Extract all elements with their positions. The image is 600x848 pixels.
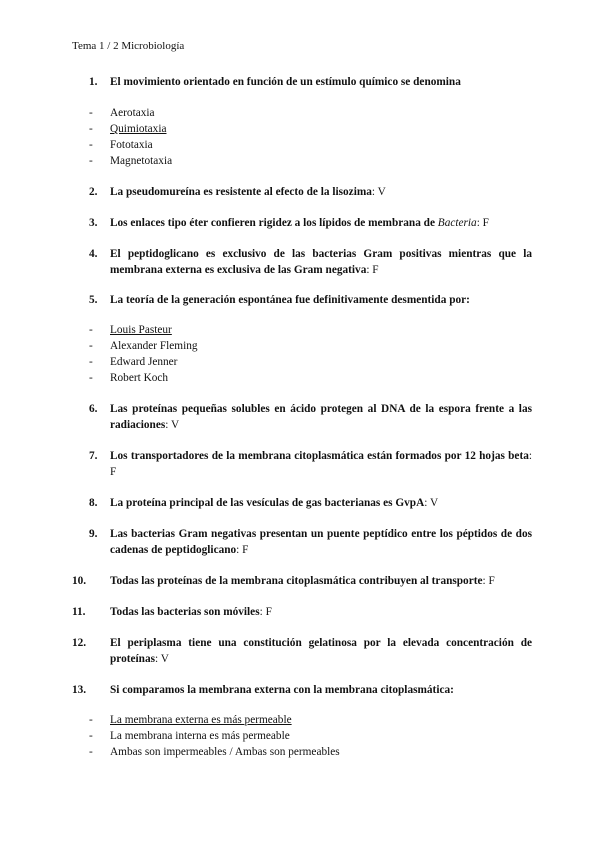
option-text: Alexander Fleming xyxy=(110,340,198,352)
option: - Ambas son impermeables / Ambas son permeables xyxy=(89,746,340,758)
option-text: Louis Pasteur xyxy=(110,324,172,336)
option: - Fototaxia xyxy=(89,139,153,151)
option-text: Magnetotaxia xyxy=(110,155,173,167)
question-text: El movimiento orientado en función de un estímulo químico se denomina xyxy=(110,76,461,88)
option-text: Fototaxia xyxy=(110,139,153,151)
answer: : F xyxy=(259,606,272,618)
question-text: La pseudomureína es resistente al efecto de la lisozima xyxy=(110,186,372,198)
question-number: 1. xyxy=(89,76,98,88)
question-3 xyxy=(72,215,532,231)
answer: : F xyxy=(482,575,495,587)
question-number: 13. xyxy=(72,684,87,696)
question-text-italic: Bacteria xyxy=(437,217,477,229)
question-9 xyxy=(72,526,532,558)
option-text: La membrana externa es más permeable xyxy=(110,714,292,726)
answer: : F xyxy=(110,450,532,478)
option: - Robert Koch xyxy=(89,372,169,384)
question-number: 10. xyxy=(72,575,87,587)
option-correct: - Quimiotaxia xyxy=(89,123,167,135)
option-correct: - Louis Pasteur xyxy=(89,324,172,336)
option-text: Edward Jenner xyxy=(110,356,178,368)
answer: : V xyxy=(154,653,169,665)
question-number: 4. xyxy=(89,248,98,260)
option: - Aerotaxia xyxy=(89,107,155,119)
option: - Magnetotaxia xyxy=(89,155,173,167)
question-text: El peptidoglicano es exclusivo de las bacterias Gram positivas mientras que la membrana externa es exclusiva de las Gram negativa xyxy=(110,248,532,276)
options-list-1 xyxy=(72,105,532,169)
question-text: La teoría de la generación espontánea fue definitivamente desmentida por: xyxy=(110,294,470,306)
question-1 xyxy=(72,74,532,90)
question-text: Las bacterias Gram negativas presentan un puente peptídico entre los péptidos de dos cadenas de peptidoglicano xyxy=(110,528,532,556)
question-5 xyxy=(72,292,532,308)
question-number: 3. xyxy=(89,217,98,229)
answer: : V xyxy=(371,186,386,198)
option-text: Quimiotaxia xyxy=(110,123,167,135)
question-text: La proteína principal de las vesículas de gas bacterianas es GvpA xyxy=(110,497,425,509)
question-number: 2. xyxy=(89,186,98,198)
option-text: Ambas son impermeables / Ambas son permeables xyxy=(110,746,340,758)
question-text: Los enlaces tipo éter confieren rigidez a los lípidos de membrana de xyxy=(110,217,438,229)
option-text: La membrana interna es más permeable xyxy=(110,730,290,742)
question-number: 8. xyxy=(89,497,98,509)
options-list-13 xyxy=(72,712,532,760)
question-list xyxy=(72,66,532,760)
question-number: 6. xyxy=(89,403,98,415)
question-12 xyxy=(72,635,532,667)
question-number: 7. xyxy=(89,450,98,462)
option-text: Robert Koch xyxy=(110,372,169,384)
options-list-5 xyxy=(72,322,532,386)
question-text: Todas las proteínas de la membrana citoplasmática contribuyen al transporte xyxy=(110,575,483,587)
question-number: 11. xyxy=(72,606,86,618)
answer: : V xyxy=(424,497,439,509)
option: - Alexander Fleming xyxy=(89,340,198,352)
question-11 xyxy=(72,604,532,620)
answer: : F xyxy=(236,544,249,556)
question-text: Todas las bacterias son móviles xyxy=(110,606,260,618)
question-4 xyxy=(72,246,532,278)
page-header: Tema 1 / 2 Microbiología xyxy=(72,40,185,52)
option-text: Aerotaxia xyxy=(110,107,155,119)
question-2 xyxy=(72,184,532,200)
question-10 xyxy=(72,573,532,589)
question-7 xyxy=(72,448,532,480)
question-8 xyxy=(72,495,532,511)
question-text: El periplasma tiene una constitución gelatinosa por la elevada concentración de proteínas xyxy=(110,637,532,665)
answer: : V xyxy=(165,419,180,431)
question-text: Las proteínas pequeñas solubles en ácido protegen al DNA de la espora frente a las radiaciones xyxy=(110,403,532,431)
question-number: 9. xyxy=(89,528,98,540)
option: - Edward Jenner xyxy=(89,356,178,368)
option: - La membrana interna es más permeable xyxy=(89,730,290,742)
question-number: 12. xyxy=(72,637,87,649)
question-text: Los transportadores de la membrana citoplasmática están formados por 12 hojas beta xyxy=(110,450,529,462)
answer: : F xyxy=(366,264,379,276)
question-6 xyxy=(72,401,532,433)
question-number: 5. xyxy=(89,294,98,306)
question-text: Si comparamos la membrana externa con la membrana citoplasmática: xyxy=(110,684,454,696)
question-13 xyxy=(72,682,532,698)
option-correct: - La membrana externa es más permeable xyxy=(89,714,292,726)
answer: : F xyxy=(476,217,489,229)
